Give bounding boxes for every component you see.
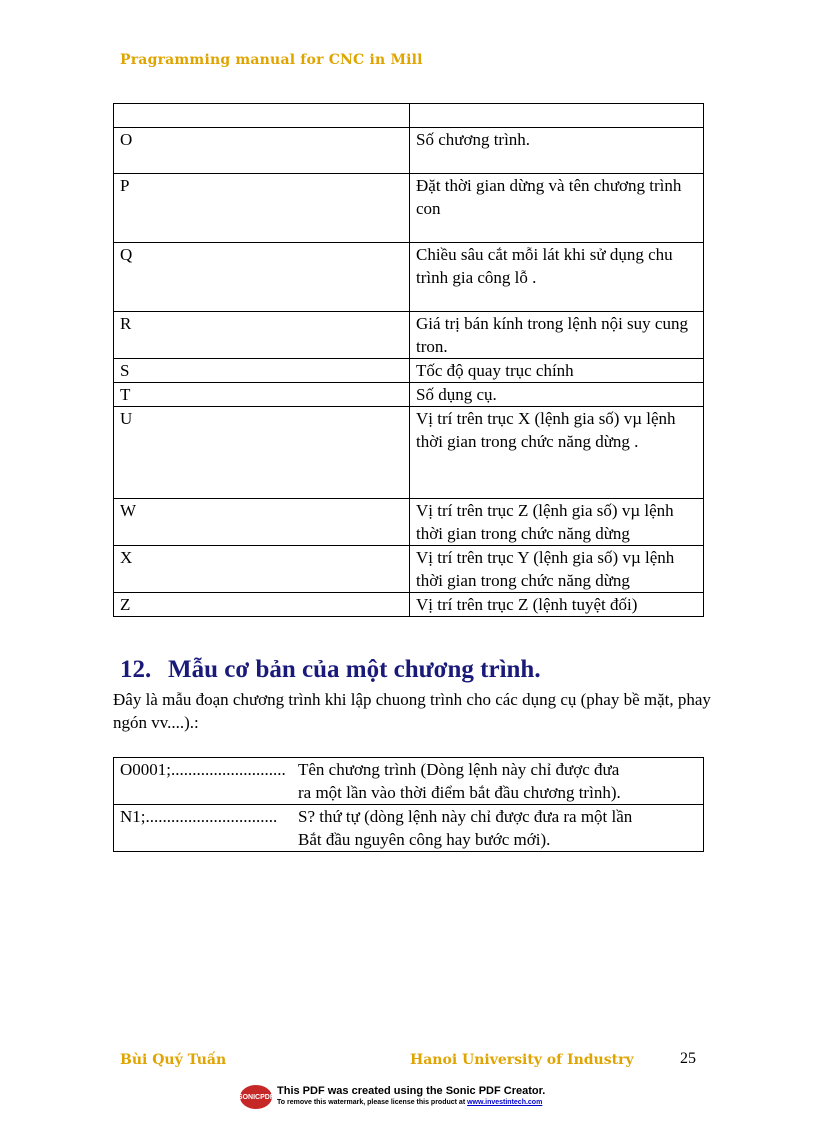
- table-row: [114, 593, 704, 617]
- footer-author: Bùi Quý Tuấn: [120, 1052, 227, 1068]
- table-row: [114, 499, 704, 546]
- section-number: 12.: [120, 656, 152, 683]
- address-code-table: [113, 103, 704, 617]
- table-row: [114, 359, 704, 383]
- code-cell: T: [114, 383, 410, 407]
- description-cell: Đặt thời gian dừng và tên chương trình con: [410, 174, 704, 243]
- table-row: [114, 546, 704, 593]
- table-row: [114, 758, 704, 805]
- watermark-line: This PDF was created using the Sonic PDF Creator.: [277, 1085, 546, 1097]
- section-heading: [120, 656, 541, 684]
- program-comment-line: Bắt đầu nguyên công hay bước mới).: [298, 830, 551, 849]
- code-cell: Z: [114, 593, 410, 617]
- description-cell: Tốc độ quay trục chính: [410, 359, 704, 383]
- footer-organization: Hanoi University of Industry: [410, 1052, 634, 1068]
- code-cell: P: [114, 174, 410, 243]
- sonic-pdf-logo-icon: SONICPDF: [240, 1085, 272, 1109]
- pdf-watermark: [237, 1085, 546, 1109]
- watermark-notice: To remove this watermark, please license this product at: [277, 1099, 468, 1106]
- code-cell: U: [114, 407, 410, 499]
- description-cell: Chiều sâu cắt mỗi lát khi sử dụng chu trình gia công lỗ .: [410, 243, 704, 312]
- table-row: [114, 104, 704, 128]
- section-title-text: Mẫu cơ bản của một chương trình.: [168, 656, 541, 683]
- sample-program-table: [113, 757, 704, 852]
- program-comment-line: S? thứ tự (dòng lệnh này chỉ được đưa ra một lần: [298, 807, 633, 826]
- table-row: [114, 174, 704, 243]
- code-cell: [114, 104, 410, 128]
- page-number: 25: [680, 1050, 696, 1067]
- table-row: [114, 805, 704, 852]
- program-code: N1;...............................: [120, 807, 278, 826]
- code-cell: W: [114, 499, 410, 546]
- code-cell: X: [114, 546, 410, 593]
- description-cell: Giá trị bán kính trong lệnh nội suy cung tron.: [410, 312, 704, 359]
- code-cell: O: [114, 128, 410, 174]
- sample-program-cell: [114, 758, 704, 805]
- sample-program-cell: [114, 805, 704, 852]
- table-row: [114, 312, 704, 359]
- table-row: [114, 383, 704, 407]
- table-row: [114, 243, 704, 312]
- program-code: O0001;...........................: [120, 760, 286, 779]
- table-row: [114, 407, 704, 499]
- watermark-link[interactable]: www.investintech.com: [467, 1099, 543, 1106]
- page-header-title: Pragramming manual for CNC in Mill: [120, 52, 423, 68]
- description-cell: Số dụng cụ.: [410, 383, 704, 407]
- program-comment-line: Tên chương trình (Dòng lệnh này chỉ được đưa: [298, 760, 620, 779]
- table-row: [114, 128, 704, 174]
- description-cell: Vị trí trên trục X (lệnh gia số) vµ lệnh thời gian trong chức năng dừng .: [410, 407, 704, 499]
- description-cell: [410, 104, 704, 128]
- description-cell: Vị trí trên trục Z (lệnh gia số) vµ lệnh thời gian trong chức năng dừng: [410, 499, 704, 546]
- code-cell: Q: [114, 243, 410, 312]
- section-intro-paragraph: Đây là mẫu đoạn chương trình khi lập chuong trình cho các dụng cụ (phay bề mặt, phay ngón vv....).:: [113, 690, 711, 732]
- code-cell: R: [114, 312, 410, 359]
- description-cell: Vị trí trên trục Z (lệnh tuyệt đối): [410, 593, 704, 617]
- program-comment-line: ra một lần vào thời điểm bắt đầu chương trình).: [298, 783, 621, 802]
- description-cell: Số chương trình.: [410, 128, 704, 174]
- description-cell: Vị trí trên trục Y (lệnh gia số) vµ lệnh thời gian trong chức năng dừng: [410, 546, 704, 593]
- code-cell: S: [114, 359, 410, 383]
